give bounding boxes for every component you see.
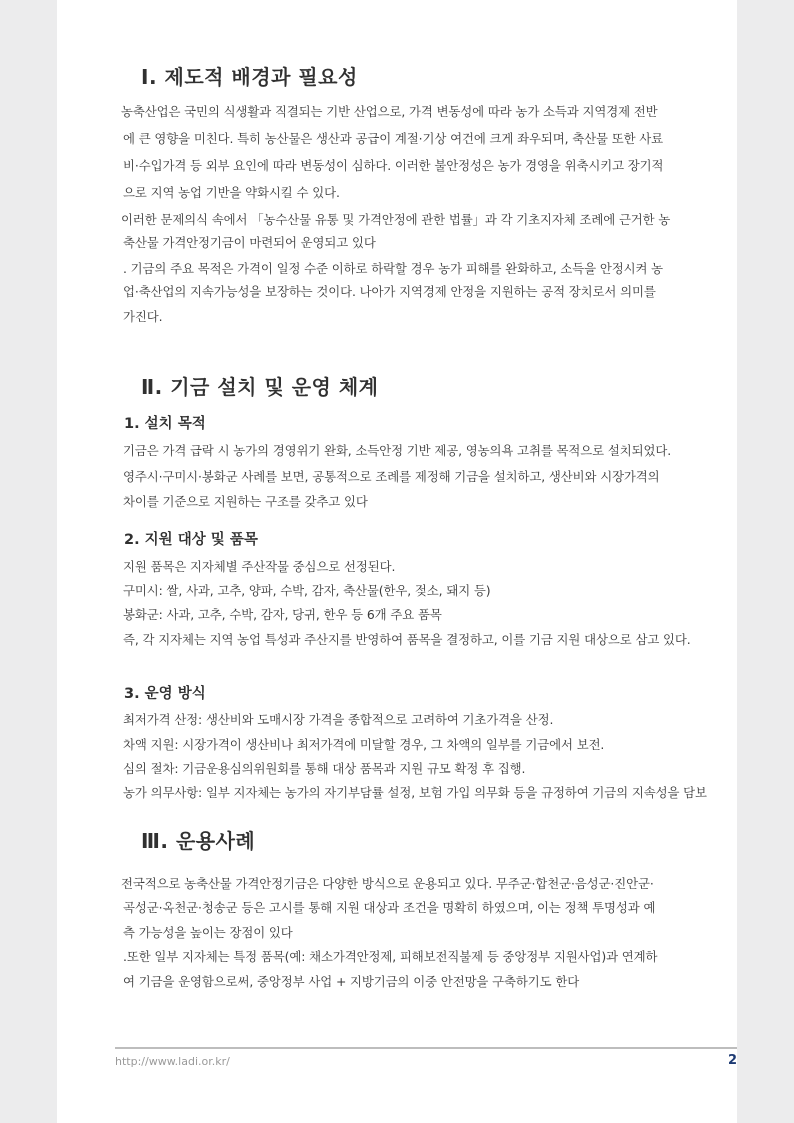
section-2-title: Ⅱ. 기금 설치 및 운영 체계 <box>141 375 379 399</box>
subsection-line: 구미시: 쌀, 사과, 고추, 양파, 수박, 감자, 축산물(한우, 젖소, 돼지 등) <box>123 583 491 598</box>
section-3-line: .또한 일부 지자체는 특정 품목(예: 채소가격안정제, 피해보전직불제 등 중앙정부 지원사업)과 연계하 <box>123 949 658 964</box>
section-1-line: 에 큰 영향을 미친다. 특히 농산물은 생산과 공급이 계절·기상 여건에 크게 좌우되며, 축산물 또한 사료 <box>123 131 664 146</box>
subsection-line: 영주시·구미시·봉화군 사례를 보면, 공통적으로 조례를 제정해 기금을 설치하고, 생산비와 시장가격의 <box>123 469 660 484</box>
section-3-line: 전국적으로 농축산물 가격안정기금은 다양한 방식으로 운용되고 있다. 무주군·합천군·음성군·진안군· <box>121 876 654 891</box>
page-number: 2 <box>727 1053 737 1068</box>
subsection-line: 차액 지원: 시장가격이 생산비나 최저가격에 미달할 경우, 그 차액의 일부를 기금에서 보전. <box>123 737 605 752</box>
section-1-title: Ⅰ. 제도적 배경과 필요성 <box>141 65 358 89</box>
subsection-line: 지원 품목은 지자체별 주산작물 중심으로 선정된다. <box>123 559 396 574</box>
subsection-line: 심의 절차: 기금운용심의위원회를 통해 대상 품목과 지원 규모 확정 후 집행. <box>123 761 526 776</box>
subsection-line: 봉화군: 사과, 고추, 수박, 감자, 당귀, 한우 등 6개 주요 품목 <box>123 607 442 622</box>
subsection-line: 농가 의무사항: 일부 지자체는 농가의 자기부담률 설정, 보험 가입 의무화 등을 규정하여 기금의 지속성을 담보 <box>123 785 707 800</box>
section-3-title: Ⅲ. 운용사례 <box>141 829 256 853</box>
section-3-line: 곡성군·옥천군·청송군 등은 고시를 통해 지원 대상과 조건을 명확히 하였으며, 이는 정책 투명성과 예 <box>123 900 656 915</box>
subsection-line: 최저가격 산정: 생산비와 도매시장 가격을 종합적으로 고려하여 기초가격을 산정. <box>123 712 554 727</box>
section-3-line: 여 기금을 운영함으로써, 중앙정부 사업 + 지방기금의 이중 안전망을 구축하기도 한다 <box>123 974 580 989</box>
subsection-title: 1. 설치 목적 <box>124 416 206 432</box>
section-3-line: 측 가능성을 높이는 장점이 있다 <box>123 925 293 940</box>
subsection-line: 기금은 가격 급락 시 농가의 경영위기 완화, 소득안정 기반 제공, 영농의욕 고취를 목적으로 설치되었다. <box>123 443 672 458</box>
section-1-line: 가진다. <box>123 309 163 324</box>
section-1-line: 이러한 문제의식 속에서 「농수산물 유통 및 가격안정에 관한 법률」과 각 기초지자체 조례에 근거한 농 <box>121 212 671 227</box>
subsection-title: 2. 지원 대상 및 품목 <box>124 532 258 548</box>
section-1-line: 비·수입가격 등 외부 요인에 따라 변동성이 심하다. 이러한 불안정성은 농가 경영을 위축시키고 장기적 <box>123 158 664 173</box>
footer-divider <box>115 1047 737 1049</box>
subsection-line: 차이를 기준으로 지원하는 구조를 갖추고 있다 <box>123 494 368 509</box>
section-1-line: . 기금의 주요 목적은 가격이 일정 수준 이하로 하락할 경우 농가 피해를 완화하고, 소득을 안정시켜 농 <box>123 261 664 276</box>
subsection-title: 3. 운영 방식 <box>124 686 206 702</box>
section-1-line: 농축산업은 국민의 식생활과 직결되는 기반 산업으로, 가격 변동성에 따라 농가 소득과 지역경제 전반 <box>121 104 658 119</box>
footer-url[interactable]: http://www.ladi.or.kr/ <box>115 1055 230 1068</box>
section-1-line: 으로 지역 농업 기반을 약화시킬 수 있다. <box>123 185 340 200</box>
section-1-line: 업·축산업의 지속가능성을 보장하는 것이다. 나아가 지역경제 안정을 지원하는 공적 장치로서 의미를 <box>123 284 656 299</box>
section-1-line: 축산물 가격안정기금이 마련되어 운영되고 있다 <box>123 235 376 250</box>
subsection-line: 즉, 각 지자체는 지역 농업 특성과 주산지를 반영하여 품목을 결정하고, 이를 기금 지원 대상으로 삼고 있다. <box>123 632 691 647</box>
document-page <box>57 0 737 1123</box>
